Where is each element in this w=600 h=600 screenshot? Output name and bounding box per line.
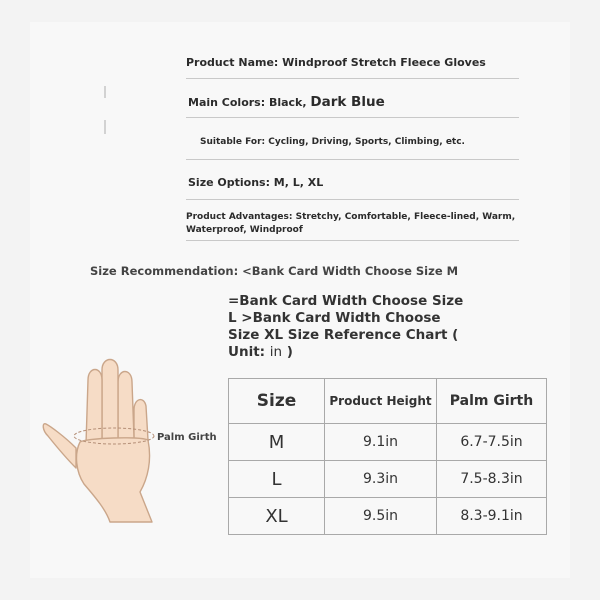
table-row	[229, 424, 547, 461]
pinky-shape	[134, 400, 148, 442]
divider	[186, 199, 519, 200]
cell-height: 9.5in	[325, 498, 437, 535]
cell-girth: 8.3-9.1in	[437, 498, 547, 535]
edge-tick	[104, 120, 106, 134]
palm-girth-label: Palm Girth	[157, 432, 217, 443]
product-advantages: Product Advantages: Stretchy, Comfortable, Fleece-lined, Warm, Waterproof, Windproof	[186, 212, 516, 235]
size-rec-line: =Bank Card Width Choose Size	[228, 293, 464, 309]
table-header-row	[229, 379, 547, 424]
cell-height: 9.3in	[325, 461, 437, 498]
main-colors-highlight: Dark Blue	[310, 94, 385, 110]
cell-size: M	[229, 424, 325, 461]
divider	[186, 78, 519, 79]
product-name: Product Name: Windproof Stretch Fleece Gloves	[186, 56, 486, 69]
table-row	[229, 498, 547, 535]
cell-girth: 7.5-8.3in	[437, 461, 547, 498]
palm-shape	[77, 438, 152, 522]
size-recommendation: Size Recommendation: <Bank Card Width Choose Size M	[90, 264, 459, 278]
index-finger-shape	[86, 370, 102, 445]
size-recommendation-continued	[228, 293, 463, 361]
unit-close: )	[286, 344, 293, 360]
size-rec-line: L >Bank Card Width Choose	[228, 310, 441, 326]
cell-size: XL	[229, 498, 325, 535]
suitable-for: Suitable For: Cycling, Driving, Sports, Climbing, etc.	[200, 137, 465, 147]
main-colors	[188, 94, 385, 110]
cell-size: L	[229, 461, 325, 498]
divider	[186, 159, 519, 160]
main-colors-prefix: Main Colors: Black,	[188, 96, 307, 109]
cell-girth: 6.7-7.5in	[437, 424, 547, 461]
header-size: Size	[229, 379, 325, 424]
header-product-height: Product Height	[325, 379, 437, 424]
unit-value: in	[269, 344, 283, 360]
divider	[186, 240, 519, 241]
header-palm-girth: Palm Girth	[437, 379, 547, 424]
edge-tick	[104, 86, 106, 98]
thumb-shape	[43, 424, 76, 468]
unit-label: Unit:	[228, 344, 266, 360]
size-options: Size Options: M, L, XL	[188, 176, 324, 189]
size-chart-table	[228, 378, 547, 535]
divider	[186, 117, 519, 118]
cell-height: 9.1in	[325, 424, 437, 461]
table-row	[229, 461, 547, 498]
unit-line	[228, 344, 463, 361]
size-rec-line: Size XL Size Reference Chart (	[228, 327, 459, 343]
ring-finger-shape	[118, 372, 134, 441]
